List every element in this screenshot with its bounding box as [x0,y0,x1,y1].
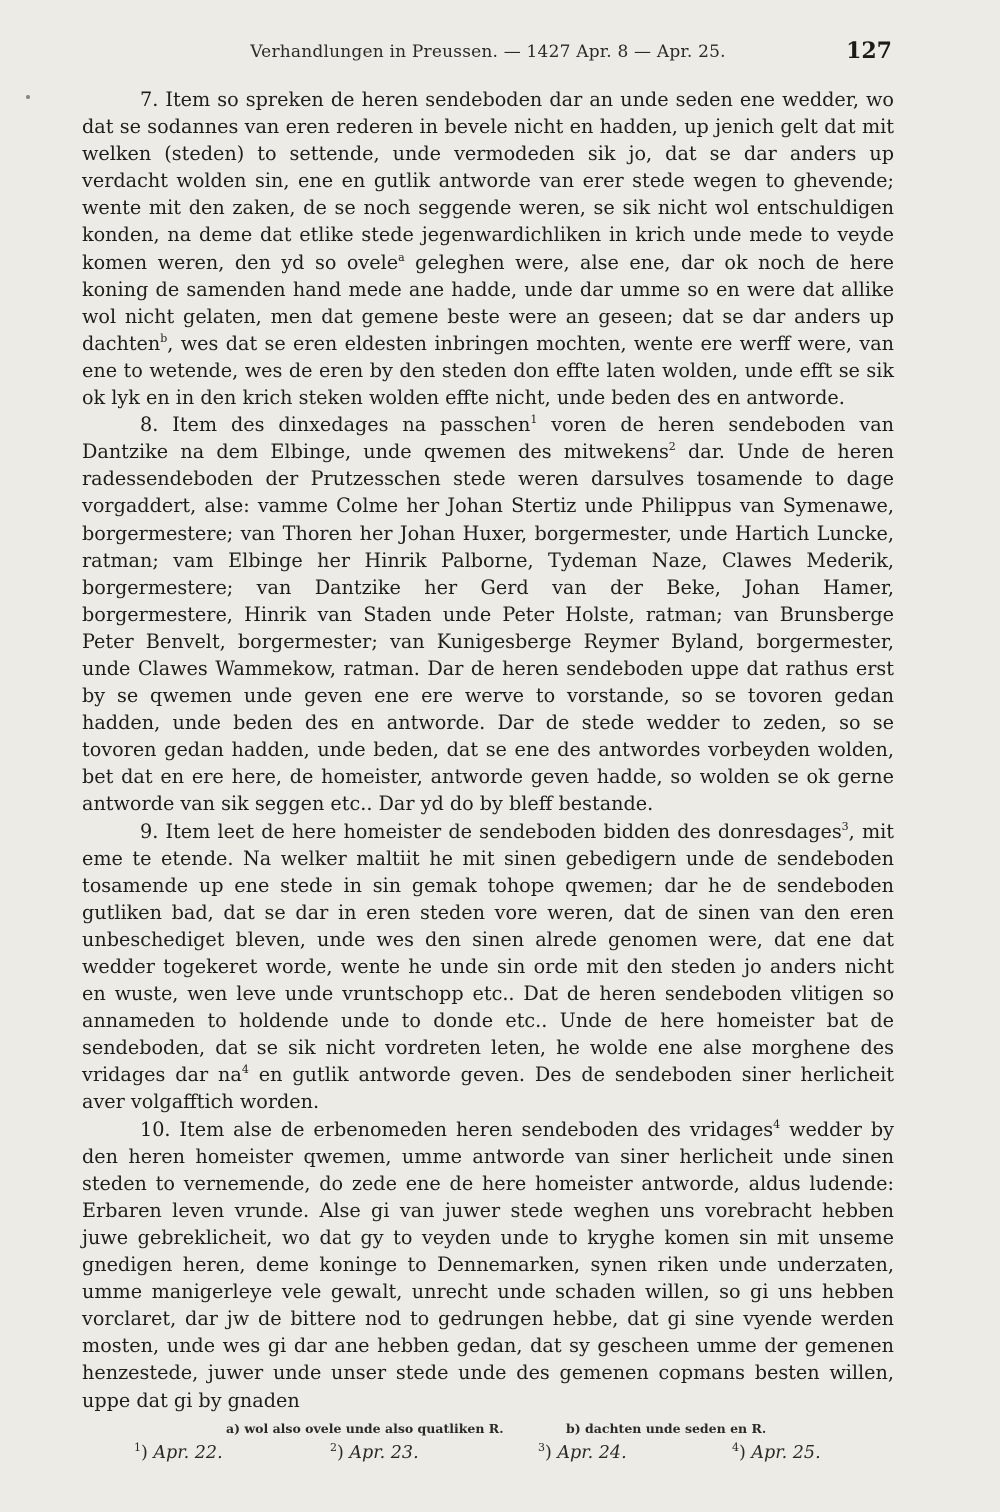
paragraph-text: 7. Item so spreken de heren sendeboden dar an unde seden ene wedder, wo dat se sodannes van eren rederen in bevele nicht en hadden, up jenich gelt dat mit welken (steden) to settende, unde vermodeden sik jo, dat se dar anders up verdacht wolden sin, ene en gutlik antworde van erer stede wegen to ghevende; wente mit den zaken, de se noch seggende weren, se sik nicht wol entschuldigen konden, na deme dat etlike stede jegenwardichliken in krich unde mede to veyde komen weren, den yd so ovele [82,88,894,274]
footnote-b-text: dachten unde seden en R. [585,1421,767,1436]
paragraph-text: en gutlik antworde geven. Des de sendeboden siner herlicheit aver volgafftich worden. [82,1063,894,1114]
paragraph [82,1116,894,1414]
footnote-a [226,1421,504,1436]
footnote-4-mark: 4 [732,1441,739,1454]
paragraph-text: 8. Item des dinxedages na passchen [140,413,531,437]
paragraph-text: geleghen were, alse ene, dar ok noch de here koning de samenden hand mede ane hadde, unde dar umme so en were dat allike wol nicht gelaten, men dat gemene beste were an geseen; dat se dar anders up dachten [82,250,894,355]
body-text [82,86,894,1414]
paragraph-text: voren de heren sendeboden van Dantzike na dem Elbinge, unde qwemen des mitwekens [82,413,894,464]
footnotes-letters [82,1421,894,1441]
footnote-1: $^1$) Apr. 22. [134,1441,223,1463]
page-number: 127 [846,38,892,64]
paragraph [82,86,894,411]
paragraph-text: , wes dat se eren eldesten inbringen mochten, wente ere werff were, van ene to wetende, wes de eren by den steden don effte laten wolden, unde efft se sik ok lyk en in den krich steken wolden effte nicht, unde beden des en antworde. [82,331,894,410]
paragraph-text: wedder by den heren homeister qwemen, umme antworde van siner herlicheit unde sinen steden to vernemende, do zede ene de here homeister antworde, aldus ludende: Erbaren leven vrunde. Alse gi van juwer stede weghen uns vorebracht hebben juwe gebreklicheit, wo dat gy to veyden unde to kryghe komen sin mit unseme gnedigen heren, deme koninge to Dennemarken, synen riken unde underzaten, umme manigerleye vele gewalt, unrecht unde schaden willen, so gi uns hebben vorclaret, dar jw de bittere nod to gedrungen hebbe, dat gi sine vyende werden mosten, unde wes gi dar ane hebben gedan, dat sy gescheen umme der gemenen henzestede, juwer unde unser stede unde des gemenen copmans besten willen, uppe dat gi by gnaden [82,1117,894,1412]
footnote-2-text: Apr. 23. [349,1443,419,1463]
footnote-3-text: Apr. 24. [557,1443,627,1463]
footnote-a-mark: a) [226,1421,241,1436]
note-reference: 4 [241,1063,249,1077]
note-reference: 2 [668,440,676,454]
paragraph [82,411,894,817]
footnote-3: $^3$) Apr. 24. [538,1441,627,1463]
footnote-3-mark: 3 [538,1441,545,1454]
paragraph-text: dar. Unde de heren radessendeboden der Prutzesschen stede weren darsulves tosamende to dage vorgaddert, alse: vamme Colme her Johan Stertiz unde Philippus van Symenawe, borgermestere; van Thoren her Johan Huxer, borgermester, unde Hartich Luncke, ratman; vam Elbinge her Hinrik Palborne, Tydeman Naze, Clawes Mederik, borgermestere; van Dantzike her Gerd van der Beke, Johan Hamer, borgermestere, Hinrik van Staden unde Peter Holste, ratman; van Brunsberge Peter Benvelt, borgermester; van Kunigesberge Reymer Byland, borgermester, unde Clawes Wammekow, ratman. Dar de heren sendeboden uppe dat rathus erst by se qwemen unde geven ene ere werve to vorstande, so se tovoren gedan hadden, unde beden des en antworde. Dar de stede wedder to zeden, so se tovoren gedan hadden, unde beden, dat se ene des antwordes vorbeyden wolden, bet dat en ere here, de homeister, antworde geven hadde, so wolden se ok gerne antworde van sik seggen etc.. Dar yd do by bleff bestande. [82,440,894,816]
footnote-1-mark: 1 [134,1441,141,1454]
footnote-b-mark: b) [566,1421,581,1436]
footnote-4-text: Apr. 25. [751,1443,821,1463]
footnotes-numbers [82,1441,894,1467]
footnote-1-text: Apr. 22. [153,1443,223,1463]
paragraph-text: 9. Item leet de here homeister de sendeboden bidden des donresdages [140,819,842,843]
note-reference: b [160,331,168,345]
footnote-2-mark: 2 [330,1441,337,1454]
paragraph-text: 10. Item alse de erbenomeden heren sendeboden des vridages [140,1117,774,1141]
note-reference: 1 [530,413,538,427]
margin-speck [26,95,30,99]
running-title: Verhandlungen in Preussen. — 1427 Apr. 8 — Apr. 25. [250,42,726,62]
page-header [82,38,894,70]
paragraph-text: , mit eme te etende. Na welker maltiit he mit sinen gebedigern unde de sendeboden tosamende up ene stede in sin gemak tohope qwemen; dar he de sendeboden gutliken bad, dat se dar in eren steden vore weren, dat de sinen van den eren unbeschediget bleven, unde wes den sinen alrede genomen were, dat ene dat wedder togekeret worde, wente he unde sin orde mit den steden jo anders nicht en wuste, wen leve unde vruntschopp etc.. Dat de heren sendeboden vlitigen so annameden to holdende unde to donde etc.. Unde de here homeister bat de sendeboden, dat se sik nicht vordreten leten, he wolde ene alse morghene des vridages dar na [82,819,894,1087]
footnote-2: $^2$) Apr. 23. [330,1441,419,1463]
note-reference: a [398,250,405,264]
note-reference: 4 [773,1117,781,1131]
footnote-4: $^4$) Apr. 25. [732,1441,821,1463]
paragraph [82,818,894,1116]
note-reference: 3 [841,819,849,833]
footnote-a-text: wol also ovele unde also quatliken R. [244,1421,504,1436]
footnote-b [566,1421,766,1436]
